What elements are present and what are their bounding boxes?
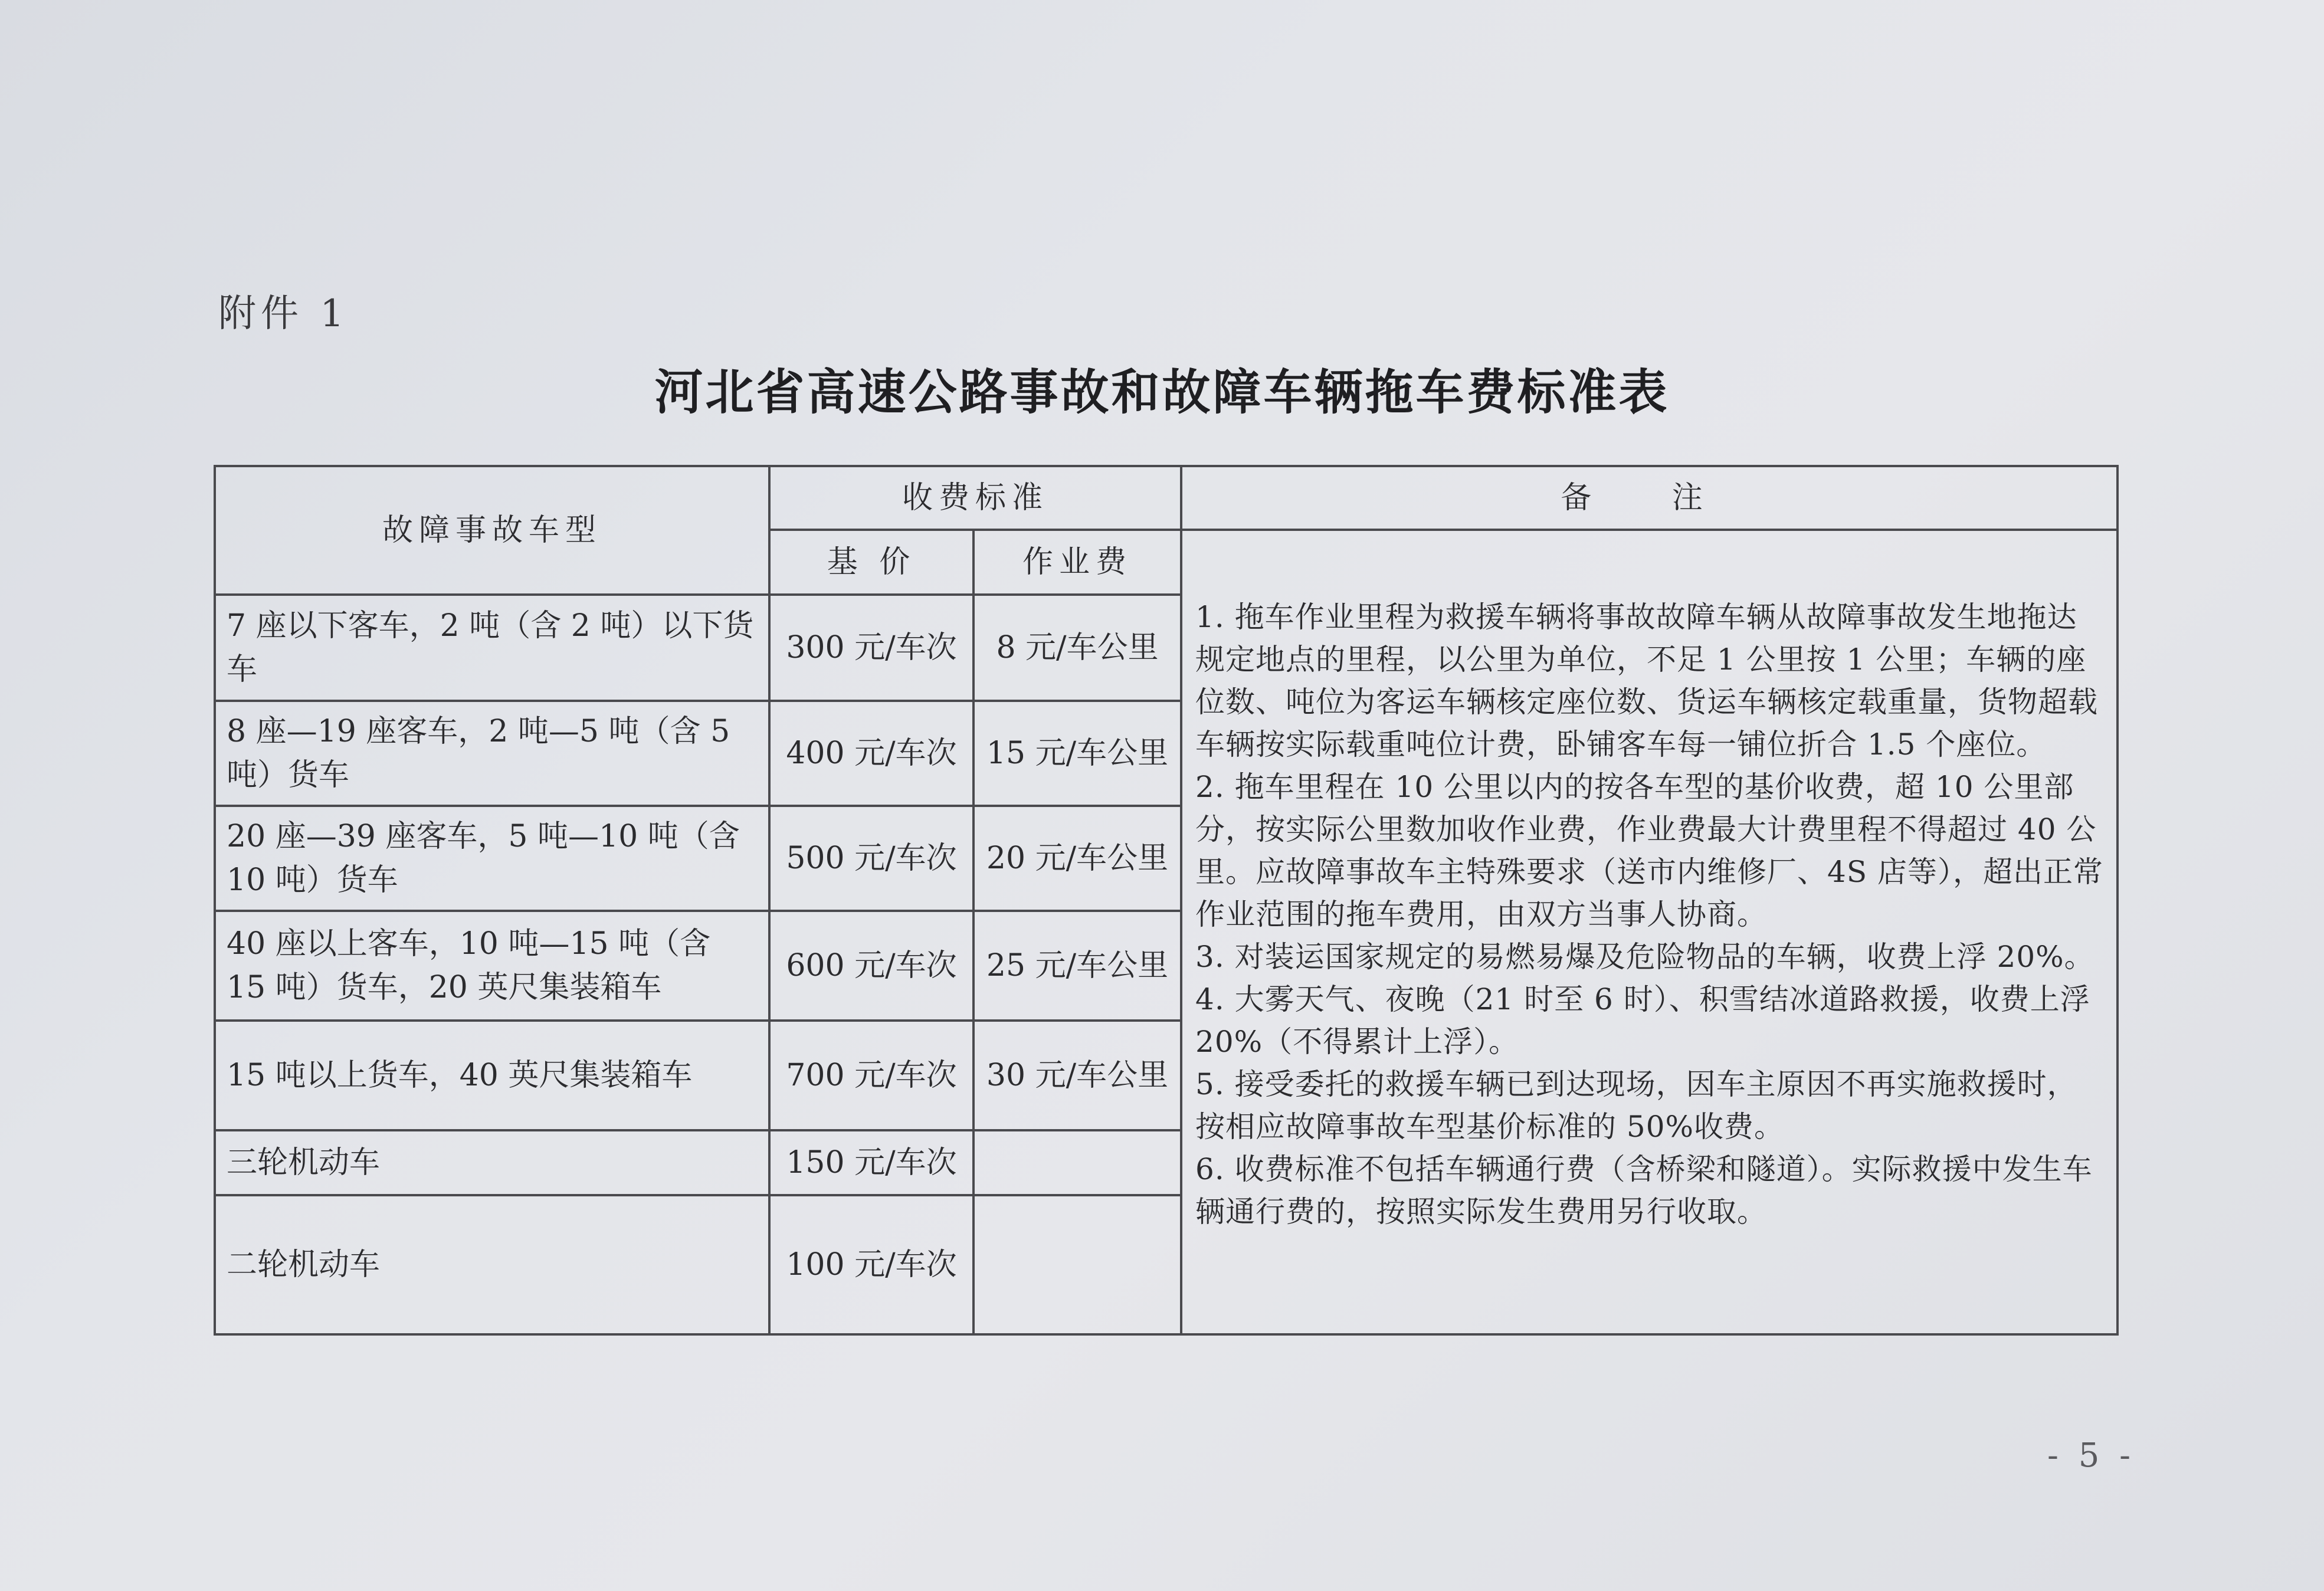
- attachment-label: 附件 1: [218, 292, 349, 336]
- remark-item: 2. 拖车里程在 10 公里以内的按各车型的基价收费，超 10 公里部分，按实际公里数加收作业费，作业费最大计费里程不得超过 40 公里。应故障事故车主特殊要求（送市内维修厂、4S 店等），超出正常作业范围的拖车费用，由双方当事人协商。: [1195, 770, 2103, 931]
- base-price-cell: 600 元/车次: [769, 911, 973, 1021]
- vehicle-type-cell: 15 吨以上货车，40 英尺集装箱车: [215, 1021, 769, 1130]
- page-number: - 5 -: [2047, 1436, 2136, 1475]
- operation-fee-cell: [973, 1195, 1181, 1334]
- operation-fee-cell: 30 元/车公里: [973, 1021, 1181, 1130]
- remark-item: 5. 接受委托的救援车辆已到达现场，因车主原因不再实施救援时，按相应故障事故车型基价标准的 50%收费。: [1195, 1067, 2077, 1144]
- vehicle-type-cell: 40 座以上客车，10 吨—15 吨（含 15 吨）货车，20 英尺集装箱车: [215, 911, 769, 1021]
- operation-fee-cell: 15 元/车公里: [973, 701, 1181, 806]
- base-price-cell: 400 元/车次: [769, 701, 973, 806]
- base-price-cell: 150 元/车次: [769, 1130, 973, 1195]
- vehicle-type-cell: 二轮机动车: [215, 1195, 769, 1334]
- remark-item: 6. 收费标准不包括车辆通行费（含桥梁和隧道）。实际救援中发生车辆通行费的，按照实际发生费用另行收取。: [1195, 1152, 2093, 1229]
- base-price-cell: 500 元/车次: [769, 806, 973, 911]
- header-operation-fee: 作业费: [973, 530, 1181, 595]
- vehicle-type-cell: 7 座以下客车，2 吨（含 2 吨）以下货车: [215, 595, 769, 701]
- remark-item: 3. 对装运国家规定的易燃易爆及危险物品的车辆，收费上浮 20%。: [1195, 940, 2094, 974]
- operation-fee-cell: 25 元/车公里: [973, 911, 1181, 1021]
- operation-fee-cell: [973, 1130, 1181, 1195]
- header-base-price: 基 价: [769, 530, 973, 595]
- vehicle-type-cell: 20 座—39 座客车，5 吨—10 吨（含 10 吨）货车: [215, 806, 769, 911]
- vehicle-type-cell: 三轮机动车: [215, 1130, 769, 1195]
- header-fee-standard: 收费标准: [769, 466, 1181, 530]
- header-remarks: 备 注: [1181, 466, 2118, 530]
- base-price-cell: 700 元/车次: [769, 1021, 973, 1130]
- document-title: 河北省高速公路事故和故障车辆拖车费标准表: [654, 364, 1670, 421]
- header-vehicle-type: 故障事故车型: [215, 466, 769, 595]
- operation-fee-cell: 8 元/车公里: [973, 595, 1181, 701]
- remark-item: 1. 拖车作业里程为救援车辆将事故故障车辆从故障事故发生地拖达规定地点的里程，以公里为单位，不足 1 公里按 1 公里；车辆的座位数、吨位为客运车辆核定座位数、货运车辆核定载重量，货物超载车辆按实际载重吨位计费，卧铺客车每一铺位折合 1.5 个座位。: [1195, 600, 2099, 762]
- base-price-cell: 100 元/车次: [769, 1195, 973, 1334]
- towing-fee-table: [214, 465, 2119, 1336]
- remarks-cell: [1181, 530, 2118, 1334]
- operation-fee-cell: 20 元/车公里: [973, 806, 1181, 911]
- base-price-cell: 300 元/车次: [769, 595, 973, 701]
- remark-item: 4. 大雾天气、夜晚（21 时至 6 时）、积雪结冰道路救援，收费上浮 20%（不得累计上浮）。: [1195, 982, 2090, 1059]
- vehicle-type-cell: 8 座—19 座客车，2 吨—5 吨（含 5 吨）货车: [215, 701, 769, 806]
